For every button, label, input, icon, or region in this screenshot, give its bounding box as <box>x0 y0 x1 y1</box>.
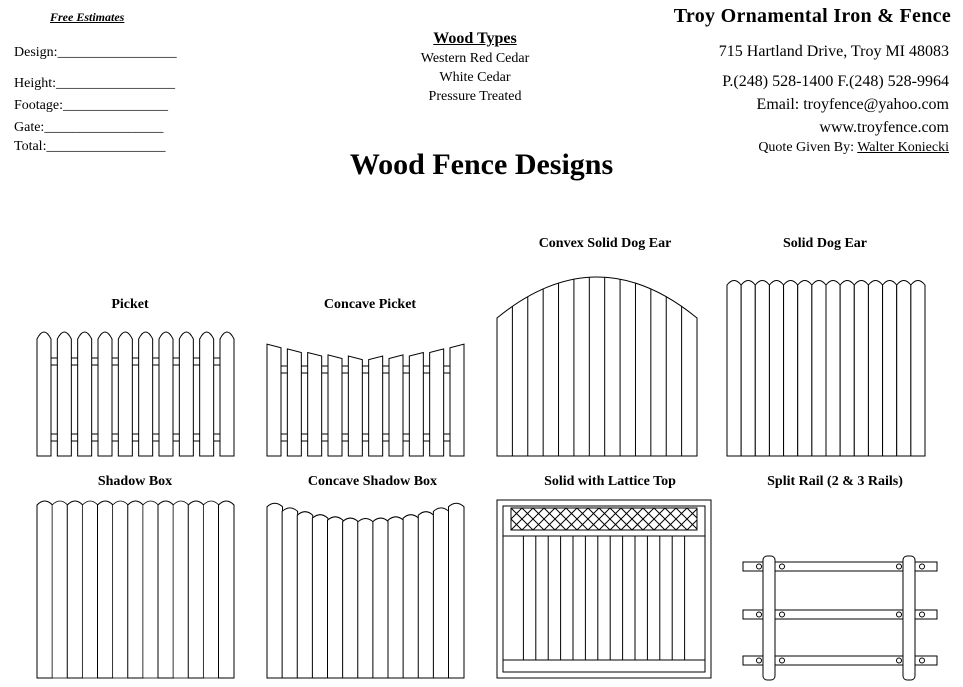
gate-label: Gate: <box>14 120 45 135</box>
company-phones: P.(248) 528-1400 F.(248) 528-9964 <box>722 73 949 90</box>
picket-board <box>200 332 214 456</box>
dog-ear-board <box>897 281 911 457</box>
picket-board <box>267 344 281 456</box>
total-blank: _________________ <box>46 139 166 154</box>
quote-label: Quote Given By: <box>758 140 854 155</box>
solid-dog-ear-drawing <box>727 281 925 457</box>
design-label-picket: Picket <box>111 297 149 312</box>
picket-board <box>179 332 193 456</box>
shadow-box-board <box>418 512 434 678</box>
picket-board <box>220 332 234 456</box>
rail-bolt <box>780 564 785 569</box>
solid-panel <box>497 277 697 456</box>
picket-fence-drawing <box>37 332 234 456</box>
shadow-box-board <box>282 508 298 678</box>
free-estimates-heading: Free Estimates <box>50 10 125 24</box>
rail-bolt <box>757 564 762 569</box>
picket-board <box>369 356 383 456</box>
design-label-concave-shadow-box: Concave Shadow Box <box>307 474 438 489</box>
design-label-concave-picket: Concave Picket <box>323 297 417 312</box>
design-label-solid-dog-ear: Solid Dog Ear <box>782 236 867 251</box>
shadow-box-board <box>113 501 129 678</box>
dog-ear-board <box>812 281 826 457</box>
dog-ear-board <box>911 281 925 457</box>
split-rail-drawing <box>743 556 937 680</box>
dog-ear-board <box>741 281 755 457</box>
shadow-box-board <box>37 501 53 678</box>
split-rail-post <box>763 556 775 680</box>
shadow-box-board <box>328 517 344 678</box>
rail-bolt <box>920 612 925 617</box>
wood-type-item: Pressure Treated <box>428 89 522 104</box>
picket-board <box>159 332 173 456</box>
shadow-box-board <box>449 503 465 678</box>
shadow-box-board <box>188 501 204 678</box>
shadow-box-board <box>173 501 189 678</box>
height-blank: _________________ <box>56 76 175 91</box>
shadow-box-drawing <box>37 501 234 678</box>
design-label-convex-solid-dog-ear: Convex Solid Dog Ear <box>538 236 672 251</box>
design-label-split-rail: Split Rail (2 & 3 Rails) <box>767 474 903 489</box>
dog-ear-board <box>727 281 741 457</box>
page-title: Wood Fence Designs <box>349 148 614 181</box>
dog-ear-board <box>840 281 854 457</box>
rail-bolt <box>897 612 902 617</box>
dog-ear-board <box>826 281 840 457</box>
rail-bolt <box>920 658 925 663</box>
design-label-solid-lattice-top: Solid with Lattice Top <box>544 474 676 489</box>
dog-ear-board <box>784 281 798 457</box>
picket-board <box>430 349 444 456</box>
picket-board <box>78 332 92 456</box>
dog-ear-board <box>854 281 868 457</box>
picket-board <box>57 332 71 456</box>
height-label: Height: <box>14 76 56 91</box>
dog-ear-board <box>798 281 812 457</box>
shadow-box-board <box>403 515 419 678</box>
rail-bolt <box>897 564 902 569</box>
shadow-box-board <box>433 508 449 678</box>
shadow-box-board <box>312 515 328 678</box>
design-label-shadow-box: Shadow Box <box>97 474 173 489</box>
rail-bolt <box>757 612 762 617</box>
frame-inner <box>503 506 705 672</box>
company-name: Troy Ornamental Iron & Fence <box>673 5 951 27</box>
picket-board <box>348 356 362 456</box>
picket-board <box>409 352 423 456</box>
wood-types-heading: Wood Types <box>433 30 517 47</box>
shadow-box-board <box>373 518 389 678</box>
dog-ear-board <box>883 281 897 457</box>
convex-solid-dog-ear-drawing <box>497 277 697 456</box>
shadow-box-board <box>143 501 159 678</box>
concave-shadow-box-drawing <box>267 503 464 678</box>
picket-board <box>287 349 301 456</box>
gate-blank: _________________ <box>44 120 164 135</box>
picket-board <box>139 332 153 456</box>
shadow-box-board <box>67 501 83 678</box>
lattice-panel <box>511 508 697 530</box>
footage-label: Footage: <box>14 98 63 113</box>
dog-ear-board <box>755 281 769 457</box>
shadow-box-board <box>98 501 114 678</box>
shadow-box-board <box>358 519 374 679</box>
concave-picket-fence-drawing <box>267 344 464 456</box>
wood-type-item: Western Red Cedar <box>420 51 530 66</box>
solid-lattice-top-drawing <box>497 500 711 678</box>
design-blank: _________________ <box>57 45 177 60</box>
shadow-box-board <box>52 501 68 678</box>
shadow-box-board <box>128 501 144 678</box>
quote-name: Walter Koniecki <box>857 140 949 155</box>
rail-bolt <box>780 658 785 663</box>
shadow-box-board <box>158 501 174 678</box>
picket-board <box>308 352 322 456</box>
company-address: 715 Hartland Drive, Troy MI 48083 <box>718 43 949 60</box>
shadow-box-board <box>267 503 283 678</box>
shadow-box-board <box>297 512 313 678</box>
rail-bolt <box>757 658 762 663</box>
shadow-box-board <box>219 501 235 678</box>
design-label: Design: <box>14 45 58 60</box>
rail-bolt <box>780 612 785 617</box>
shadow-box-board <box>343 518 359 678</box>
total-label: Total: <box>14 139 47 154</box>
rail-bolt <box>897 658 902 663</box>
shadow-box-board <box>82 501 98 678</box>
footage-blank: _______________ <box>63 98 168 113</box>
split-rail-post <box>903 556 915 680</box>
dog-ear-board <box>868 281 882 457</box>
wood-type-item: White Cedar <box>439 70 511 85</box>
picket-board <box>37 332 51 456</box>
picket-board <box>118 332 132 456</box>
picket-board <box>98 332 112 456</box>
rail-bolt <box>920 564 925 569</box>
company-website[interactable]: www.troyfence.com <box>819 119 949 136</box>
picket-board <box>389 355 403 456</box>
picket-board <box>450 344 464 456</box>
shadow-box-board <box>388 517 404 678</box>
shadow-box-board <box>203 501 219 678</box>
company-email[interactable]: Email: troyfence@yahoo.com <box>756 96 949 113</box>
dog-ear-board <box>769 281 783 457</box>
picket-board <box>328 355 342 456</box>
